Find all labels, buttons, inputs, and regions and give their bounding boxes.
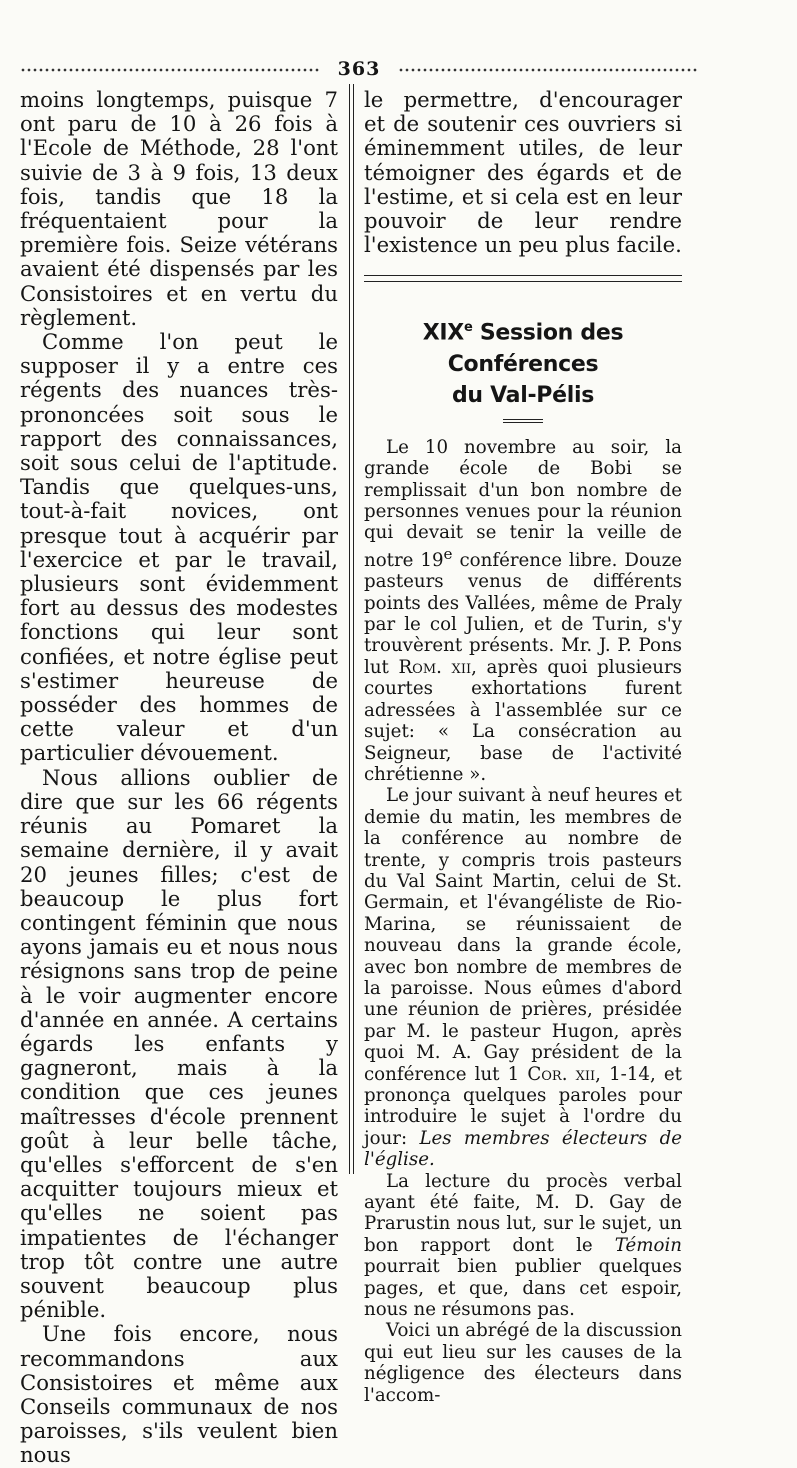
section-title-suffix: e (463, 320, 473, 336)
agenda-topic: Les membres électeurs de l'église. (364, 1127, 682, 1171)
paragraph: moins longtemps, puisque 7 ont paru de 10 à 26 fois à l'Ecole de Méthode, 28 l'ont suivie de 3 à 9 fois, 13 deux fois, tandis que 18 la fréquentaient pour la première fois. Seize vétérans avaient été dispensés par les Consistoires et en vertu du règlement. (20, 87, 338, 330)
title-dash (503, 419, 543, 423)
right-column (364, 88, 682, 1406)
text-run: Le jour suivant à neuf heures et demie du matin, les membres de la conférence au nombre de trente, y compris trois pasteurs du Val Saint Martin, celui de St. Germain, et l'évangéliste de Rio-Marina, se réunissaient de nouveau dans la grande école, avec bon nombre de membres de la paroisse. Nous eûmes d'abord une réunion de prières, présidée par M. le pasteur Hugon, après quoi M. A. Gay président de la conférence lut (364, 785, 682, 1085)
page-header (20, 58, 698, 82)
paragraph: Nous allions oublier de dire que sur les 66 régents réunis au Pomaret la semaine dernière, il y avait 20 jeunes filles; c'est de beaucoup le plus fort contingent féminin que nous ayons jamais eu et nous nous résignons sans trop de peine à le voir augmenter encore d'année en année. A certains égards les enfants y gagneront, mais à la condition que ces jeunes maîtresses d'école prennent goût à leur belle tâche, qu'elles s'efforcent de s'en acquitter toujours mieux et qu'elles ne soient pas impatientes de l'échanger trop tôt contre une autre souvent beaucoup plus pénible. (20, 764, 338, 1323)
paragraph (364, 785, 682, 1170)
section-separator (364, 275, 682, 282)
paragraph: Comme l'on peut le supposer il y a entre ces régents des nuances très-prononcées soit sous le rapport des connaissances, soit sous celui de l'aptitude. Tandis que quelques-uns, tout-à-fait novices, ont presque tout à acquérir par l'exercice et par le travail, plusieurs sont évidemment fort au dessus des modestes fonctions qui leur sont confiées, et notre église peut s'estimer heureuse de posséder des hommes de cette valeur et d'un particulier dévouement. (20, 329, 338, 766)
scripture-reference: Rom. xii (398, 656, 472, 678)
text-run: , après quoi plusieurs courtes exhortations furent adressées à l'assemblée sur ce sujet: « La consécration au Seigneur, base de l'activité chrétienne ». (364, 656, 682, 785)
paragraph: le permettre, d'encourager et de soutenir ces ouvriers si éminemment utiles, de leur témoigner des égards et de l'estime, et si cela est en leur pouvoir de leur rendre l'existence un peu plus facile. (364, 87, 682, 258)
section-title-ordinal: XIX (422, 320, 464, 346)
text-run: conférence libre. Douze pasteurs venus de différents points des Vallées, même de Praly par le col Julien, et de Turin, s'y trouvèrent présents. Mr. J. P. Pons lut (364, 549, 682, 678)
column-divider (349, 84, 354, 1174)
paragraph: Une fois encore, nous recommandons aux Consistoires et même aux Conseils communaux de nos paroisses, s'ils veulent bien nous (20, 1321, 338, 1468)
text-run: pourrait bien publier quelques pages, et que, dans cet espoir, nous ne résumons pas. (364, 1256, 682, 1321)
paragraph: Voici un abrégé de la discussion qui eut lieu sur les causes de la négligence des électeurs dans l'accom- (364, 1320, 682, 1406)
header-ornament-right (398, 67, 698, 73)
text-run: La lecture du procès verbal ayant été faite, M. D. Gay de Prarustin nous lut, sur le sujet, un bon rapport dont le (364, 1170, 682, 1256)
section-title-line2: du Val-Pélis (451, 382, 595, 408)
journal-name: Témoin (614, 1234, 682, 1256)
text-run: , et prononça quelques paroles pour introduire le sujet à l'ordre du jour: (364, 1063, 682, 1149)
paragraph (364, 437, 682, 786)
text-run: e (443, 544, 453, 563)
paragraph (364, 1171, 682, 1321)
text-run: Le 10 novembre au soir, la grande école de Bobi se remplissait d'un bon nombre de personnes venues pour la réunion qui devait se tenir la veille de notre 19 (364, 436, 682, 571)
left-column (20, 88, 338, 1468)
page-number: 363 (337, 58, 381, 80)
section-title (364, 312, 682, 410)
header-ornament-left (20, 67, 320, 73)
scripture-reference: 1 Cor. xii, 1-14 (507, 1063, 650, 1085)
section-title-line1: Session des Conférences (447, 320, 624, 377)
